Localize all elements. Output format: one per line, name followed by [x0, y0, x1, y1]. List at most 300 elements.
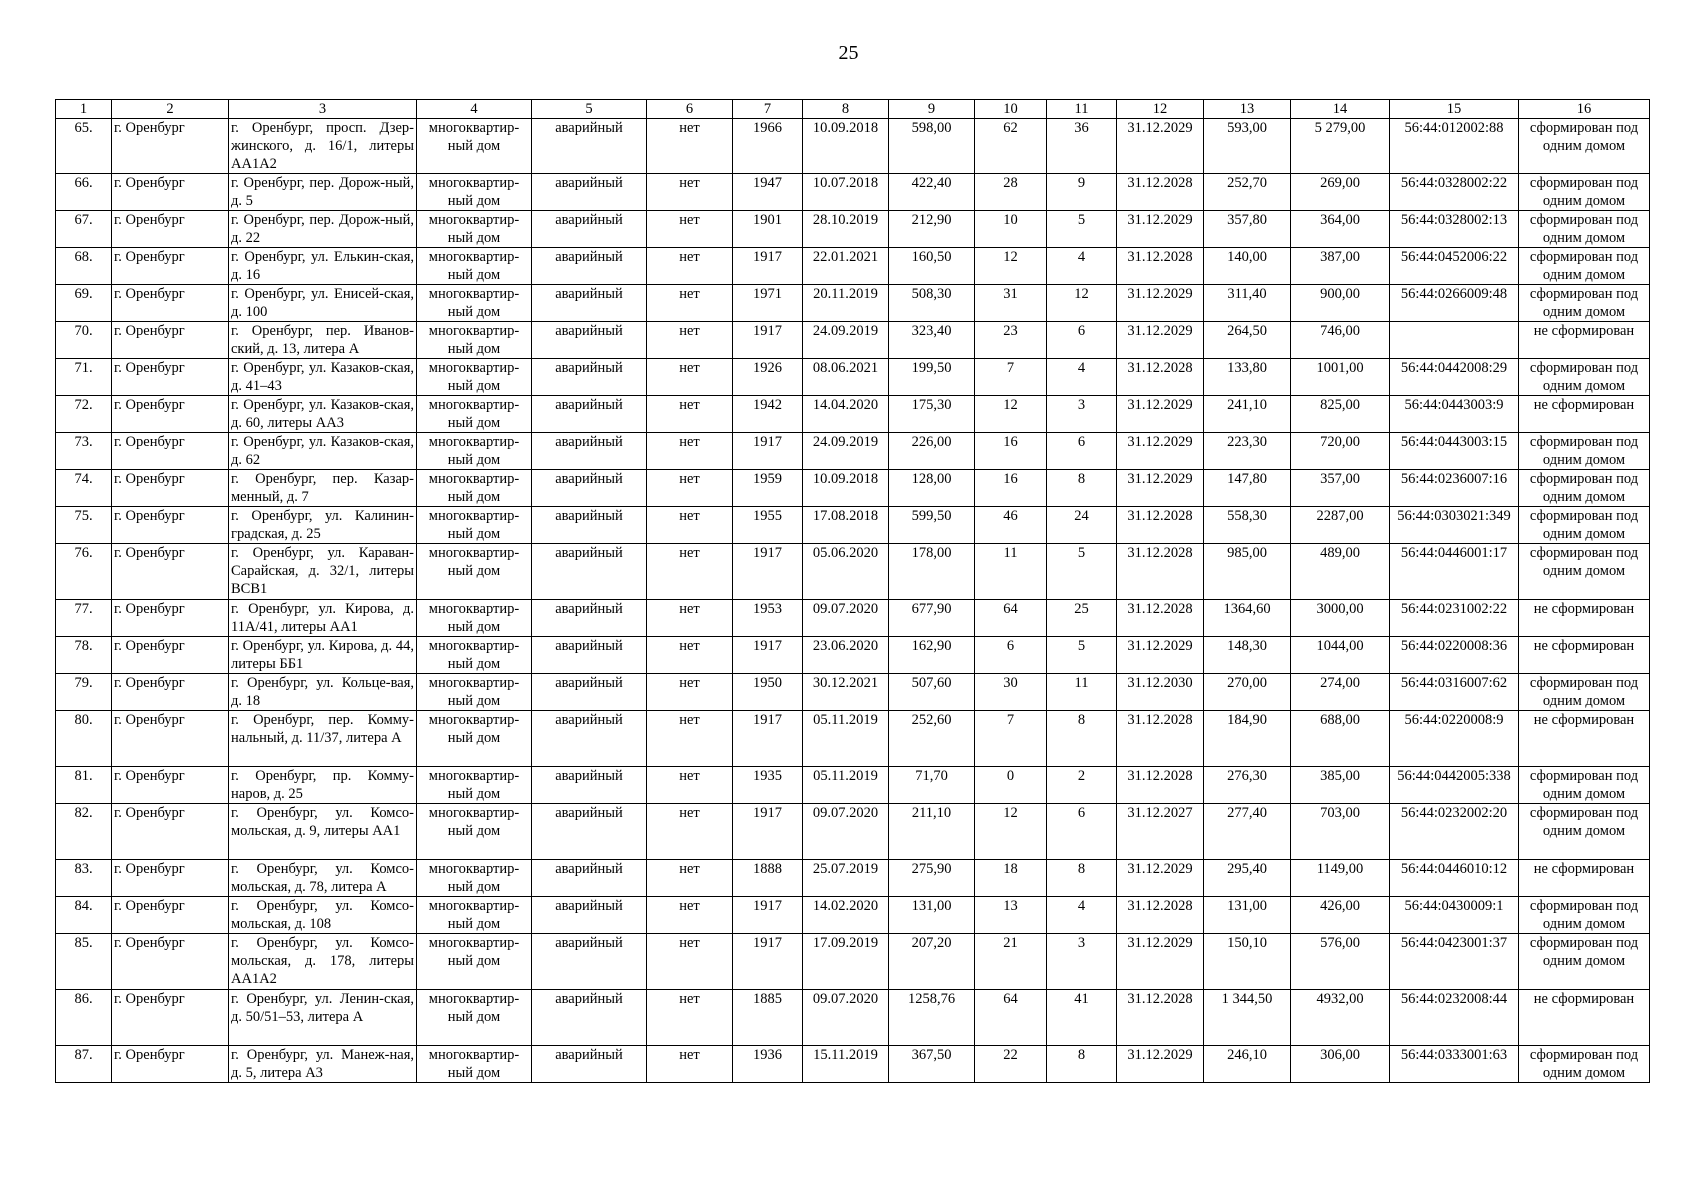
year-cell: 1901 — [733, 211, 803, 248]
col13-cell: 133,80 — [1204, 359, 1291, 396]
address-cell: г. Оренбург, ул. Комсо-мольская, д. 78, литера А — [229, 860, 417, 897]
col14-cell: 274,00 — [1291, 674, 1390, 711]
deadline-cell: 31.12.2028 — [1117, 507, 1204, 544]
housing-table — [55, 99, 1650, 1083]
address-cell: г. Оренбург, пер. Комму-нальный, д. 11/37, литера А — [229, 711, 417, 767]
table-row — [56, 544, 1650, 600]
row-number: 68. — [56, 248, 112, 285]
recognition-date-cell: 17.08.2018 — [803, 507, 889, 544]
col6-cell: нет — [647, 359, 733, 396]
building-type-cell: многоквартир-ный дом — [417, 600, 532, 637]
residents-cell: 31 — [975, 285, 1047, 322]
deadline-cell: 31.12.2028 — [1117, 711, 1204, 767]
row-number: 69. — [56, 285, 112, 322]
col13-cell: 241,10 — [1204, 396, 1291, 433]
condition-cell: аварийный — [532, 174, 647, 211]
col6-cell: нет — [647, 248, 733, 285]
land-status-cell: сформирован под одним домом — [1519, 1046, 1650, 1083]
building-type-cell: многоквартир-ный дом — [417, 248, 532, 285]
housing-table-container — [55, 99, 1649, 1083]
col13-cell: 357,80 — [1204, 211, 1291, 248]
building-type-cell: многоквартир-ный дом — [417, 544, 532, 600]
col14-cell: 825,00 — [1291, 396, 1390, 433]
year-cell: 1955 — [733, 507, 803, 544]
table-row — [56, 285, 1650, 322]
col6-cell: нет — [647, 285, 733, 322]
year-cell: 1917 — [733, 433, 803, 470]
deadline-cell: 31.12.2028 — [1117, 359, 1204, 396]
building-type-cell: многоквартир-ный дом — [417, 897, 532, 934]
column-header: 15 — [1390, 100, 1519, 119]
land-status-cell: сформирован под одним домом — [1519, 248, 1650, 285]
table-row — [56, 804, 1650, 860]
address-cell: г. Оренбург, ул. Комсо-мольская, д. 9, литеры АА1 — [229, 804, 417, 860]
col13-cell: 985,00 — [1204, 544, 1291, 600]
col13-cell: 1 344,50 — [1204, 990, 1291, 1046]
residents-cell: 22 — [975, 1046, 1047, 1083]
building-type-cell: многоквартир-ный дом — [417, 211, 532, 248]
city-cell: г. Оренбург — [112, 990, 229, 1046]
residents-cell: 12 — [975, 248, 1047, 285]
col6-cell: нет — [647, 860, 733, 897]
table-row — [56, 637, 1650, 674]
col13-cell: 150,10 — [1204, 934, 1291, 990]
area-cell: 175,30 — [889, 396, 975, 433]
row-number: 74. — [56, 470, 112, 507]
recognition-date-cell: 24.09.2019 — [803, 433, 889, 470]
recognition-date-cell: 10.09.2018 — [803, 119, 889, 174]
deadline-cell: 31.12.2027 — [1117, 804, 1204, 860]
row-number: 85. — [56, 934, 112, 990]
col14-cell: 426,00 — [1291, 897, 1390, 934]
residents-cell: 10 — [975, 211, 1047, 248]
table-row — [56, 433, 1650, 470]
col6-cell: нет — [647, 211, 733, 248]
building-type-cell: многоквартир-ный дом — [417, 322, 532, 359]
residents-cell: 64 — [975, 990, 1047, 1046]
column-header: 14 — [1291, 100, 1390, 119]
land-status-cell: не сформирован — [1519, 600, 1650, 637]
column-header: 8 — [803, 100, 889, 119]
residents-cell: 13 — [975, 897, 1047, 934]
col14-cell: 364,00 — [1291, 211, 1390, 248]
area-cell: 226,00 — [889, 433, 975, 470]
city-cell: г. Оренбург — [112, 433, 229, 470]
cadastral-number-cell: 56:44:0443003:9 — [1390, 396, 1519, 433]
condition-cell: аварийный — [532, 119, 647, 174]
address-cell: г. Оренбург, пер. Дорож-ный, д. 22 — [229, 211, 417, 248]
col14-cell: 1044,00 — [1291, 637, 1390, 674]
cadastral-number-cell: 56:44:0232008:44 — [1390, 990, 1519, 1046]
address-cell: г. Оренбург, пер. Дорож-ный, д. 5 — [229, 174, 417, 211]
deadline-cell: 31.12.2029 — [1117, 433, 1204, 470]
col14-cell: 703,00 — [1291, 804, 1390, 860]
cadastral-number-cell — [1390, 322, 1519, 359]
col6-cell: нет — [647, 174, 733, 211]
col13-cell: 593,00 — [1204, 119, 1291, 174]
building-type-cell: многоквартир-ный дом — [417, 711, 532, 767]
residents-cell: 30 — [975, 674, 1047, 711]
col13-cell: 184,90 — [1204, 711, 1291, 767]
col11-cell: 5 — [1047, 637, 1117, 674]
row-number: 78. — [56, 637, 112, 674]
address-cell: г. Оренбург, ул. Елькин-ская, д. 16 — [229, 248, 417, 285]
year-cell: 1917 — [733, 804, 803, 860]
city-cell: г. Оренбург — [112, 544, 229, 600]
cadastral-number-cell: 56:44:0266009:48 — [1390, 285, 1519, 322]
year-cell: 1917 — [733, 637, 803, 674]
deadline-cell: 31.12.2029 — [1117, 1046, 1204, 1083]
condition-cell: аварийный — [532, 544, 647, 600]
residents-cell: 0 — [975, 767, 1047, 804]
building-type-cell: многоквартир-ный дом — [417, 990, 532, 1046]
row-number: 79. — [56, 674, 112, 711]
col14-cell: 4932,00 — [1291, 990, 1390, 1046]
row-number: 66. — [56, 174, 112, 211]
table-row — [56, 674, 1650, 711]
building-type-cell: многоквартир-ный дом — [417, 934, 532, 990]
col11-cell: 5 — [1047, 211, 1117, 248]
row-number: 83. — [56, 860, 112, 897]
recognition-date-cell: 10.07.2018 — [803, 174, 889, 211]
col14-cell: 306,00 — [1291, 1046, 1390, 1083]
cadastral-number-cell: 56:44:012002:88 — [1390, 119, 1519, 174]
city-cell: г. Оренбург — [112, 711, 229, 767]
col14-cell: 387,00 — [1291, 248, 1390, 285]
recognition-date-cell: 09.07.2020 — [803, 804, 889, 860]
deadline-cell: 31.12.2029 — [1117, 470, 1204, 507]
deadline-cell: 31.12.2029 — [1117, 860, 1204, 897]
building-type-cell: многоквартир-ный дом — [417, 767, 532, 804]
col14-cell: 357,00 — [1291, 470, 1390, 507]
col13-cell: 277,40 — [1204, 804, 1291, 860]
col11-cell: 8 — [1047, 470, 1117, 507]
area-cell: 128,00 — [889, 470, 975, 507]
year-cell: 1917 — [733, 248, 803, 285]
year-cell: 1917 — [733, 934, 803, 990]
col11-cell: 6 — [1047, 433, 1117, 470]
table-row — [56, 359, 1650, 396]
col6-cell: нет — [647, 507, 733, 544]
area-cell: 71,70 — [889, 767, 975, 804]
cadastral-number-cell: 56:44:0430009:1 — [1390, 897, 1519, 934]
area-cell: 131,00 — [889, 897, 975, 934]
recognition-date-cell: 05.06.2020 — [803, 544, 889, 600]
building-type-cell: многоквартир-ный дом — [417, 507, 532, 544]
col11-cell: 12 — [1047, 285, 1117, 322]
building-type-cell: многоквартир-ный дом — [417, 119, 532, 174]
year-cell: 1935 — [733, 767, 803, 804]
area-cell: 1258,76 — [889, 990, 975, 1046]
recognition-date-cell: 05.11.2019 — [803, 711, 889, 767]
city-cell: г. Оренбург — [112, 396, 229, 433]
condition-cell: аварийный — [532, 897, 647, 934]
col11-cell: 4 — [1047, 359, 1117, 396]
row-number: 80. — [56, 711, 112, 767]
col14-cell: 2287,00 — [1291, 507, 1390, 544]
deadline-cell: 31.12.2028 — [1117, 600, 1204, 637]
col11-cell: 4 — [1047, 897, 1117, 934]
column-header: 9 — [889, 100, 975, 119]
cadastral-number-cell: 56:44:0231002:22 — [1390, 600, 1519, 637]
land-status-cell: не сформирован — [1519, 860, 1650, 897]
col13-cell: 131,00 — [1204, 897, 1291, 934]
recognition-date-cell: 28.10.2019 — [803, 211, 889, 248]
row-number: 77. — [56, 600, 112, 637]
col13-cell: 311,40 — [1204, 285, 1291, 322]
building-type-cell: многоквартир-ный дом — [417, 174, 532, 211]
column-number-row — [56, 100, 1650, 119]
col6-cell: нет — [647, 897, 733, 934]
residents-cell: 21 — [975, 934, 1047, 990]
year-cell: 1936 — [733, 1046, 803, 1083]
city-cell: г. Оренбург — [112, 359, 229, 396]
cadastral-number-cell: 56:44:0442005:338 — [1390, 767, 1519, 804]
address-cell: г. Оренбург, ул. Кольце-вая, д. 18 — [229, 674, 417, 711]
cadastral-number-cell: 56:44:0452006:22 — [1390, 248, 1519, 285]
cadastral-number-cell: 56:44:0303021:349 — [1390, 507, 1519, 544]
recognition-date-cell: 09.07.2020 — [803, 600, 889, 637]
cadastral-number-cell: 56:44:0220008:36 — [1390, 637, 1519, 674]
col6-cell: нет — [647, 322, 733, 359]
table-row — [56, 990, 1650, 1046]
col11-cell: 2 — [1047, 767, 1117, 804]
table-row — [56, 767, 1650, 804]
col13-cell: 147,80 — [1204, 470, 1291, 507]
land-status-cell: не сформирован — [1519, 322, 1650, 359]
col13-cell: 223,30 — [1204, 433, 1291, 470]
row-number: 65. — [56, 119, 112, 174]
city-cell: г. Оренбург — [112, 1046, 229, 1083]
recognition-date-cell: 23.06.2020 — [803, 637, 889, 674]
area-cell: 598,00 — [889, 119, 975, 174]
cadastral-number-cell: 56:44:0423001:37 — [1390, 934, 1519, 990]
recognition-date-cell: 05.11.2019 — [803, 767, 889, 804]
recognition-date-cell: 14.02.2020 — [803, 897, 889, 934]
residents-cell: 62 — [975, 119, 1047, 174]
col11-cell: 6 — [1047, 804, 1117, 860]
deadline-cell: 31.12.2028 — [1117, 767, 1204, 804]
area-cell: 199,50 — [889, 359, 975, 396]
deadline-cell: 31.12.2030 — [1117, 674, 1204, 711]
land-status-cell: не сформирован — [1519, 637, 1650, 674]
column-header: 3 — [229, 100, 417, 119]
page-number: 25 — [838, 42, 859, 64]
cadastral-number-cell: 56:44:0446001:17 — [1390, 544, 1519, 600]
cadastral-number-cell: 56:44:0328002:22 — [1390, 174, 1519, 211]
address-cell: г. Оренбург, ул. Казаков-ская, д. 62 — [229, 433, 417, 470]
condition-cell: аварийный — [532, 934, 647, 990]
col11-cell: 6 — [1047, 322, 1117, 359]
residents-cell: 11 — [975, 544, 1047, 600]
recognition-date-cell: 17.09.2019 — [803, 934, 889, 990]
condition-cell: аварийный — [532, 322, 647, 359]
condition-cell: аварийный — [532, 860, 647, 897]
row-number: 71. — [56, 359, 112, 396]
residents-cell: 7 — [975, 359, 1047, 396]
col6-cell: нет — [647, 600, 733, 637]
land-status-cell: сформирован под одним домом — [1519, 674, 1650, 711]
col6-cell: нет — [647, 396, 733, 433]
year-cell: 1953 — [733, 600, 803, 637]
col11-cell: 5 — [1047, 544, 1117, 600]
city-cell: г. Оренбург — [112, 897, 229, 934]
recognition-date-cell: 10.09.2018 — [803, 470, 889, 507]
address-cell: г. Оренбург, ул. Комсо-мольская, д. 178, литеры АА1А2 — [229, 934, 417, 990]
year-cell: 1917 — [733, 897, 803, 934]
building-type-cell: многоквартир-ный дом — [417, 396, 532, 433]
col11-cell: 3 — [1047, 934, 1117, 990]
column-header: 5 — [532, 100, 647, 119]
col11-cell: 8 — [1047, 711, 1117, 767]
col14-cell: 1149,00 — [1291, 860, 1390, 897]
building-type-cell: многоквартир-ный дом — [417, 285, 532, 322]
col14-cell: 900,00 — [1291, 285, 1390, 322]
col13-cell: 264,50 — [1204, 322, 1291, 359]
col6-cell: нет — [647, 433, 733, 470]
row-number: 73. — [56, 433, 112, 470]
year-cell: 1888 — [733, 860, 803, 897]
table-row — [56, 248, 1650, 285]
condition-cell: аварийный — [532, 674, 647, 711]
building-type-cell: многоквартир-ный дом — [417, 860, 532, 897]
residents-cell: 18 — [975, 860, 1047, 897]
row-number: 76. — [56, 544, 112, 600]
table-row — [56, 211, 1650, 248]
recognition-date-cell: 22.01.2021 — [803, 248, 889, 285]
year-cell: 1926 — [733, 359, 803, 396]
cadastral-number-cell: 56:44:0220008:9 — [1390, 711, 1519, 767]
city-cell: г. Оренбург — [112, 119, 229, 174]
col11-cell: 8 — [1047, 860, 1117, 897]
year-cell: 1947 — [733, 174, 803, 211]
col13-cell: 246,10 — [1204, 1046, 1291, 1083]
column-header: 1 — [56, 100, 112, 119]
residents-cell: 7 — [975, 711, 1047, 767]
city-cell: г. Оренбург — [112, 507, 229, 544]
address-cell: г. Оренбург, ул. Калинин-градская, д. 25 — [229, 507, 417, 544]
building-type-cell: многоквартир-ный дом — [417, 804, 532, 860]
address-cell: г. Оренбург, ул. Ленин-ская, д. 50/51–53, литера А — [229, 990, 417, 1046]
area-cell: 275,90 — [889, 860, 975, 897]
col14-cell: 1001,00 — [1291, 359, 1390, 396]
deadline-cell: 31.12.2029 — [1117, 285, 1204, 322]
col14-cell: 385,00 — [1291, 767, 1390, 804]
table-row — [56, 934, 1650, 990]
col13-cell: 558,30 — [1204, 507, 1291, 544]
recognition-date-cell: 14.04.2020 — [803, 396, 889, 433]
col14-cell: 688,00 — [1291, 711, 1390, 767]
city-cell: г. Оренбург — [112, 860, 229, 897]
area-cell: 162,90 — [889, 637, 975, 674]
table-body — [56, 119, 1650, 1083]
year-cell: 1885 — [733, 990, 803, 1046]
city-cell: г. Оренбург — [112, 322, 229, 359]
cadastral-number-cell: 56:44:0232002:20 — [1390, 804, 1519, 860]
col6-cell: нет — [647, 767, 733, 804]
col6-cell: нет — [647, 119, 733, 174]
building-type-cell: многоквартир-ный дом — [417, 637, 532, 674]
cadastral-number-cell: 56:44:0236007:16 — [1390, 470, 1519, 507]
table-row — [56, 396, 1650, 433]
area-cell: 207,20 — [889, 934, 975, 990]
col13-cell: 252,70 — [1204, 174, 1291, 211]
residents-cell: 64 — [975, 600, 1047, 637]
table-row — [56, 897, 1650, 934]
land-status-cell: сформирован под одним домом — [1519, 897, 1650, 934]
deadline-cell: 31.12.2029 — [1117, 322, 1204, 359]
building-type-cell: многоквартир-ный дом — [417, 470, 532, 507]
table-row — [56, 600, 1650, 637]
deadline-cell: 31.12.2028 — [1117, 897, 1204, 934]
area-cell: 212,90 — [889, 211, 975, 248]
residents-cell: 16 — [975, 433, 1047, 470]
building-type-cell: многоквартир-ный дом — [417, 359, 532, 396]
address-cell: г. Оренбург, ул. Казаков-ская, д. 60, литеры АА3 — [229, 396, 417, 433]
address-cell: г. Оренбург, ул. Комсо-мольская, д. 108 — [229, 897, 417, 934]
recognition-date-cell: 30.12.2021 — [803, 674, 889, 711]
cadastral-number-cell: 56:44:0333001:63 — [1390, 1046, 1519, 1083]
column-header: 12 — [1117, 100, 1204, 119]
residents-cell: 16 — [975, 470, 1047, 507]
row-number: 84. — [56, 897, 112, 934]
table-row — [56, 860, 1650, 897]
condition-cell: аварийный — [532, 211, 647, 248]
deadline-cell: 31.12.2029 — [1117, 396, 1204, 433]
condition-cell: аварийный — [532, 804, 647, 860]
condition-cell: аварийный — [532, 359, 647, 396]
col13-cell: 1364,60 — [1204, 600, 1291, 637]
land-status-cell: сформирован под одним домом — [1519, 544, 1650, 600]
row-number: 81. — [56, 767, 112, 804]
land-status-cell: сформирован под одним домом — [1519, 211, 1650, 248]
deadline-cell: 31.12.2028 — [1117, 174, 1204, 211]
col11-cell: 4 — [1047, 248, 1117, 285]
col6-cell: нет — [647, 674, 733, 711]
residents-cell: 6 — [975, 637, 1047, 674]
condition-cell: аварийный — [532, 1046, 647, 1083]
year-cell: 1966 — [733, 119, 803, 174]
year-cell: 1942 — [733, 396, 803, 433]
col11-cell: 11 — [1047, 674, 1117, 711]
col6-cell: нет — [647, 637, 733, 674]
residents-cell: 46 — [975, 507, 1047, 544]
table-row — [56, 174, 1650, 211]
land-status-cell: не сформирован — [1519, 711, 1650, 767]
col14-cell: 576,00 — [1291, 934, 1390, 990]
col11-cell: 3 — [1047, 396, 1117, 433]
address-cell: г. Оренбург, ул. Кирова, д. 11А/41, литеры АА1 — [229, 600, 417, 637]
row-number: 75. — [56, 507, 112, 544]
column-header: 2 — [112, 100, 229, 119]
col6-cell: нет — [647, 711, 733, 767]
col11-cell: 9 — [1047, 174, 1117, 211]
year-cell: 1917 — [733, 544, 803, 600]
col13-cell: 276,30 — [1204, 767, 1291, 804]
recognition-date-cell: 15.11.2019 — [803, 1046, 889, 1083]
address-cell: г. Оренбург, просп. Дзер-жинского, д. 16/1, литеры АА1А2 — [229, 119, 417, 174]
recognition-date-cell: 25.07.2019 — [803, 860, 889, 897]
land-status-cell: сформирован под одним домом — [1519, 507, 1650, 544]
city-cell: г. Оренбург — [112, 934, 229, 990]
area-cell: 178,00 — [889, 544, 975, 600]
column-header: 4 — [417, 100, 532, 119]
city-cell: г. Оренбург — [112, 285, 229, 322]
land-status-cell: сформирован под одним домом — [1519, 470, 1650, 507]
col13-cell: 140,00 — [1204, 248, 1291, 285]
recognition-date-cell: 09.07.2020 — [803, 990, 889, 1046]
condition-cell: аварийный — [532, 396, 647, 433]
